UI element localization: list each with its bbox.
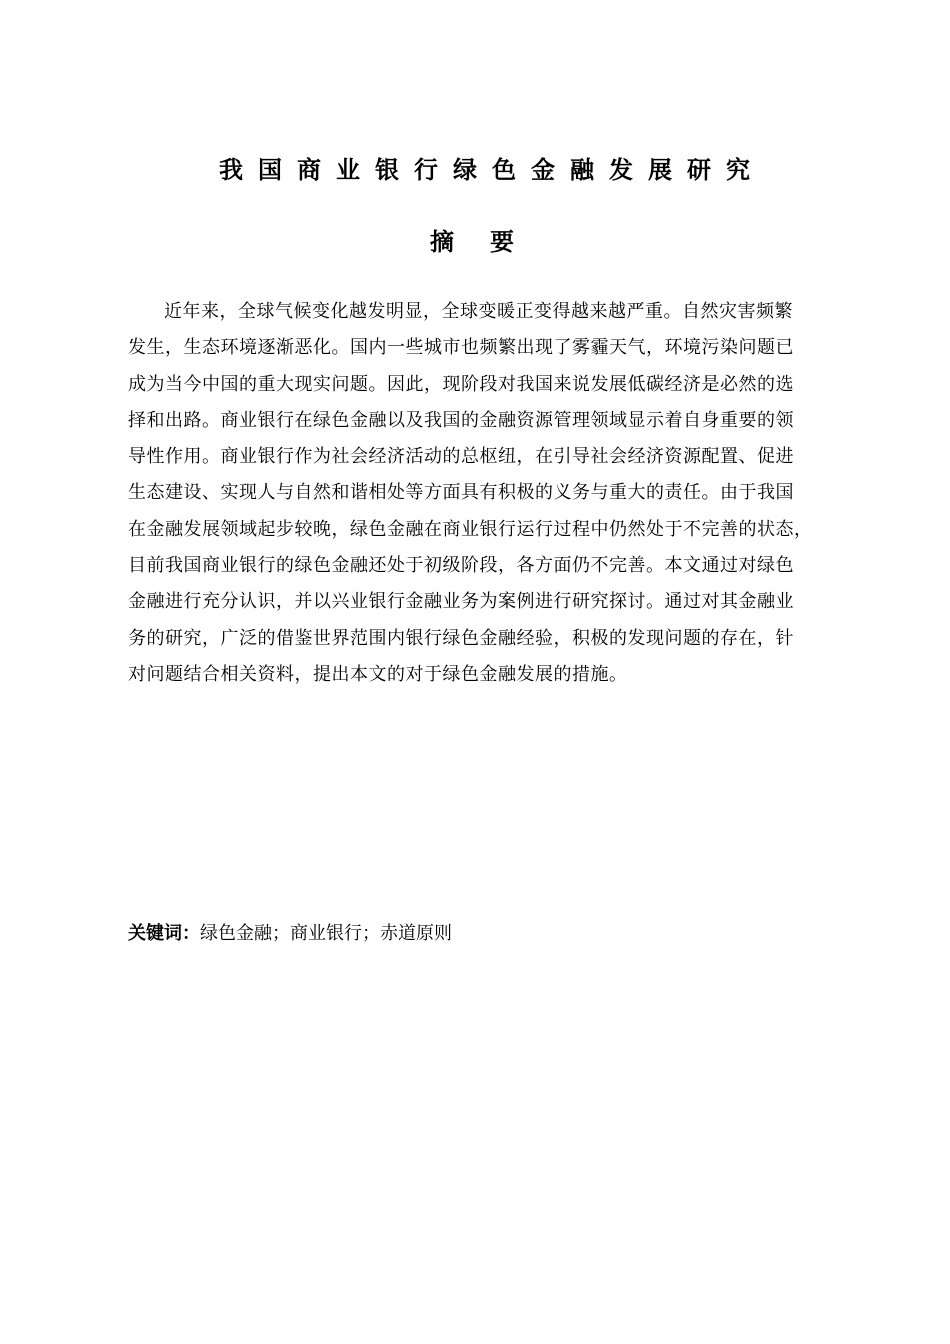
abstract-line: 对问题结合相关资料，提出本文的对于绿色金融发展的措施。: [128, 663, 628, 685]
abstract-line: 导性作用。商业银行作为社会经济活动的总枢纽，在引导社会经济资源配置、促进: [128, 446, 794, 468]
abstract-line: 成为当今中国的重大现实问题。因此，现阶段对我国来说发展低碳经济是必然的选: [128, 373, 794, 395]
abstract-heading: 摘要: [430, 228, 550, 256]
abstract-line: 发生，生态环境逐渐恶化。国内一些城市也频繁出现了雾霾天气，环境污染问题已: [128, 337, 794, 359]
abstract-line: 务的研究，广泛的借鉴世界范围内银行绿色金融经验，积极的发现问题的存在，针: [128, 627, 794, 649]
keywords-label: 关键词：: [128, 923, 200, 944]
abstract-line: 目前我国商业银行的绿色金融还处于初级阶段，各方面仍不完善。本文通过对绿色: [128, 555, 794, 577]
abstract-line: 金融进行充分认识，并以兴业银行金融业务为案例进行研究探讨。通过对其金融业: [128, 591, 794, 613]
abstract-body: [128, 294, 888, 693]
abstract-line: 在金融发展领域起步较晚，绿色金融在商业银行运行过程中仍然处于不完善的状态，: [128, 518, 813, 540]
abstract-line: 生态建设、实现人与自然和谐相处等方面具有积极的义务与重大的责任。由于我国: [128, 482, 794, 504]
abstract-line: 近年来，全球气候变化越发明显，全球变暖正变得越来越严重。自然灾害频繁: [164, 301, 793, 322]
keywords-line: [128, 916, 452, 952]
document-title: 我国商业银行绿色金融发展研究: [219, 156, 765, 184]
keywords-text: 绿色金融；商业银行；赤道原则: [200, 923, 452, 944]
abstract-line: 择和出路。商业银行在绿色金融以及我国的金融资源管理领域显示着自身重要的领: [128, 409, 794, 431]
